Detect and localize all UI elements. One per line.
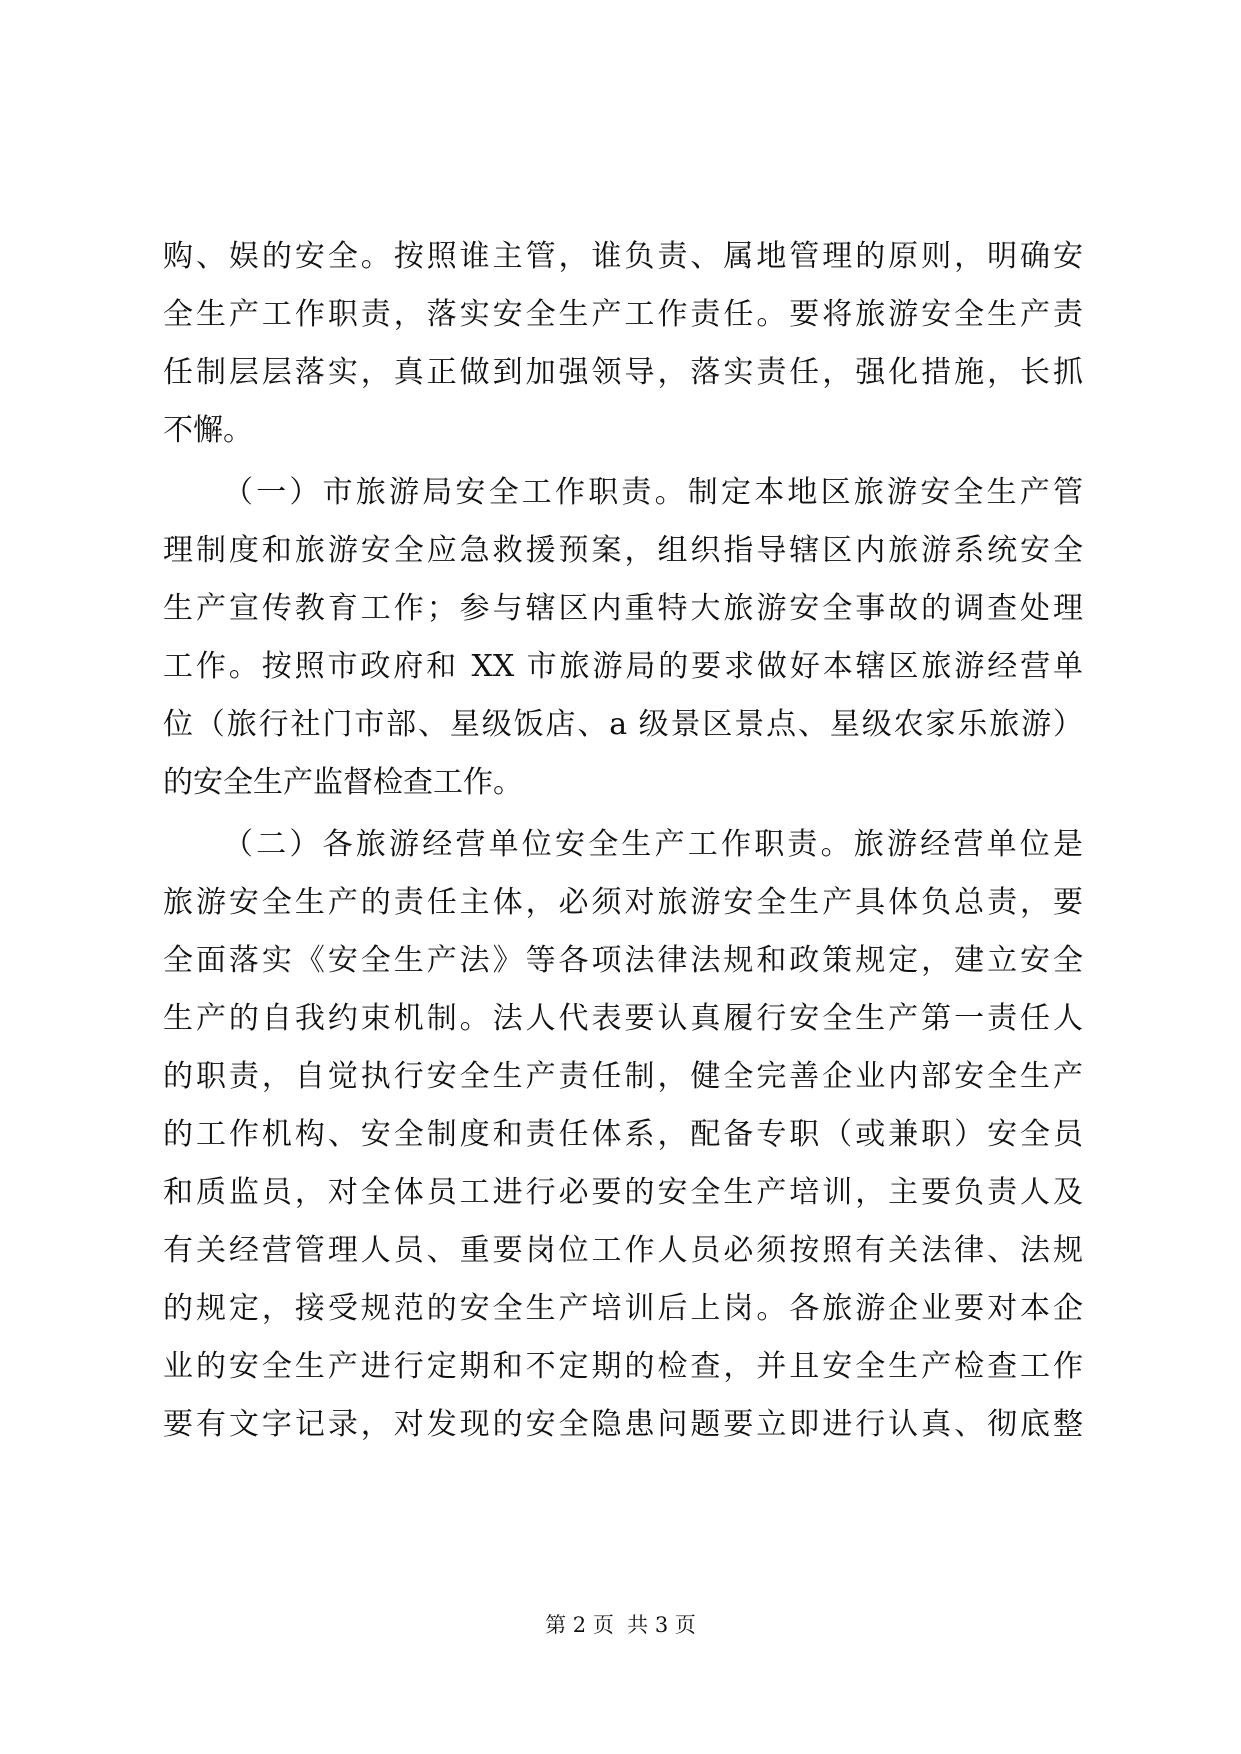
text-line: （一）市旅游局安全工作职责。制定本地区旅游安全生产管 — [223, 475, 1083, 510]
text-line: 业的安全生产进行定期和不定期的检查，并且安全生产检查工作 — [163, 1349, 1083, 1384]
paragraph — [163, 816, 1083, 1454]
text-line: 任制层层落实，真正做到加强领导，落实责任，强化措施，长抓 — [163, 355, 1083, 390]
text-line: 全生产工作职责，落实安全生产工作责任。要将旅游安全生产责 — [163, 297, 1083, 332]
text-line: 理制度和旅游安全应急救援预案，组织指导辖区内旅游系统安全 — [163, 533, 1083, 568]
page-footer: 第 2 页 共 3 页 — [545, 1613, 696, 1637]
text-line: 购、娱的安全。按照谁主管，谁负责、属地管理的原则，明确安 — [163, 239, 1083, 274]
text-line: 不懈。 — [163, 413, 253, 448]
document-body — [163, 228, 1083, 1454]
paragraph — [163, 464, 1083, 812]
text-line: 位（旅行社门市部、星级饭店、a 级景区景点、星级农家乐旅游） — [163, 707, 1083, 742]
text-line: 有关经营管理人员、重要岗位工作人员必须按照有关法律、法规 — [163, 1233, 1083, 1268]
text-line: 的职责，自觉执行安全生产责任制，健全完善企业内部安全生产 — [163, 1059, 1083, 1094]
text-line: 旅游安全生产的责任主体，必须对旅游安全生产具体负总责，要 — [163, 885, 1083, 920]
text-line: 的安全生产监督检查工作。 — [163, 765, 523, 800]
text-line: （二）各旅游经营单位安全生产工作职责。旅游经营单位是 — [223, 827, 1083, 862]
text-line: 和质监员，对全体员工进行必要的安全生产培训，主要负责人及 — [163, 1175, 1083, 1210]
paragraph — [163, 228, 1083, 460]
text-line: 的规定，接受规范的安全生产培训后上岗。各旅游企业要对本企 — [163, 1291, 1083, 1326]
text-line: 全面落实《安全生产法》等各项法律法规和政策规定，建立安全 — [163, 943, 1083, 978]
text-line: 的工作机构、安全制度和责任体系，配备专职（或兼职）安全员 — [163, 1117, 1083, 1152]
text-line: 工作。按照市政府和 XX 市旅游局的要求做好本辖区旅游经营单 — [163, 649, 1083, 684]
text-line: 要有文字记录，对发现的安全隐患问题要立即进行认真、彻底整 — [163, 1407, 1083, 1442]
text-line: 生产的自我约束机制。法人代表要认真履行安全生产第一责任人 — [163, 1001, 1083, 1036]
text-line: 生产宣传教育工作；参与辖区内重特大旅游安全事故的调查处理 — [163, 591, 1083, 626]
